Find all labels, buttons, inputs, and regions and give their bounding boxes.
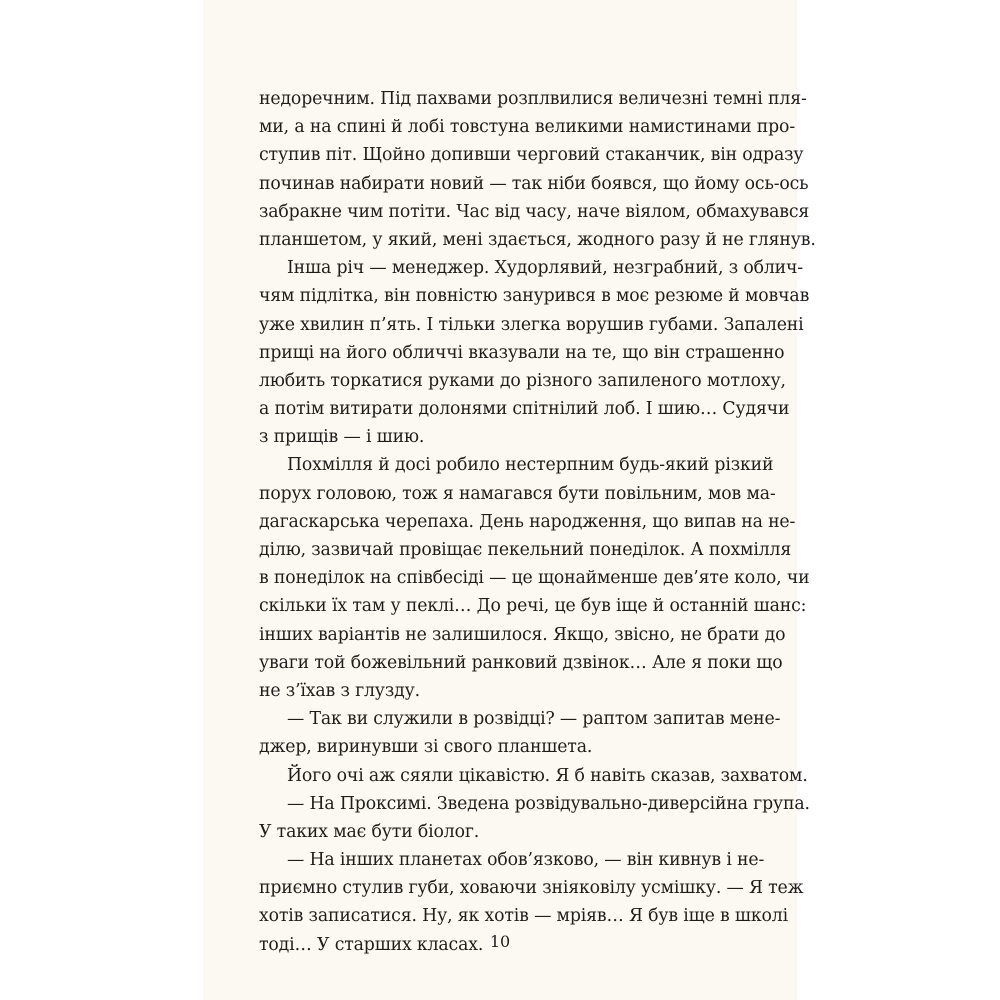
text-line: а потім витирати долонями спітнілий лоб. І шию… Судячи [259,399,790,420]
paragraph [259,451,810,705]
text-line: порух головою, тож я намагався бути повільним, мов ма- [259,483,776,504]
text-line: приємно стулив губи, ховаючи зніяковілу усмішку. — Я теж [259,878,804,899]
text-line: недоречним. Під пахвами розплвилися величезні темні пля- [259,89,807,109]
text-line: ми, а на спині й лобі товстуна великими намистинами про- [259,117,796,138]
text-line: — На інших планетах обов’язково, — він кивнув і не- [287,850,765,871]
text-line: У таких має бути біолог. [259,821,480,842]
text-line: в понеділок на співбесіді — це щонайменше дев’яте коло, чи [259,568,810,589]
text-line: — На Проксимі. Зведена розвідувально-диверсійна група. [287,793,810,814]
text-line: тоді… У старших класах. [259,934,484,955]
text-line: джер, виринувши зі свого планшета. [259,737,593,758]
text-line: дагаскарська черепаха. День народження, що випав на не- [259,511,796,532]
text-line: любить торкатися руками до різного запиленого мотлоху, [259,370,786,391]
body-text [259,85,816,959]
text-line: прищі на його обличчі вказували на те, що він страшенно [259,342,785,363]
text-line: забракне чим потіти. Час від часу, наче віялом, обмахувався [259,201,810,222]
text-line: Його очі аж сяяли цікавістю. Я б навіть сказав, захватом. [287,765,808,786]
text-line: скільки їх там у пеклі… До речі, це був іще й останній шанс: [259,596,807,617]
text-line: ділю, зазвичай провіщає пекельний понеділок. А похмілля [259,540,792,560]
paragraph [259,85,816,254]
text-line: з прищів — і шию. [259,427,425,448]
text-line: — Так ви служили в розвідці? — раптом запитав мене- [287,709,781,730]
text-line: не з’їхав з глузду. [259,680,420,701]
paragraph [259,254,810,451]
paragraph [259,762,808,790]
text-line: уваги той божевільний ранковий дзвінок… Але я поки що [259,652,783,673]
text-line: хотів записатися. Ну, як хотів — мріяв… Я був іще в школі [259,906,788,927]
text-line: Похмілля й досі робило нестерпним будь-який різкий [287,455,774,476]
text-line: планшетом, у який, мені здається, жодного разу й не глянув. [259,229,816,250]
text-line: уже хвилин п’ять. І тільки злегка ворушив губами. Запалені [259,314,804,335]
text-line: починав набирати новий — так ніби боявся, що йому ось-ось [259,173,809,194]
book-page [203,0,816,1000]
text-line: чям підлітка, він повністю занурився в моє резюме й мовчав [259,286,810,307]
paragraph [259,705,781,761]
text-line: ступив піт. Щойно допивши черговий стаканчик, він одразу [259,145,804,166]
text-line: інших варіантів не залишилося. Якщо, звісно, не брати до [259,624,786,645]
page-number: 10 [489,932,511,951]
paragraph [259,790,810,846]
text-line: Інша річ — менеджер. Худорлявий, незграбний, з облич- [287,258,803,279]
